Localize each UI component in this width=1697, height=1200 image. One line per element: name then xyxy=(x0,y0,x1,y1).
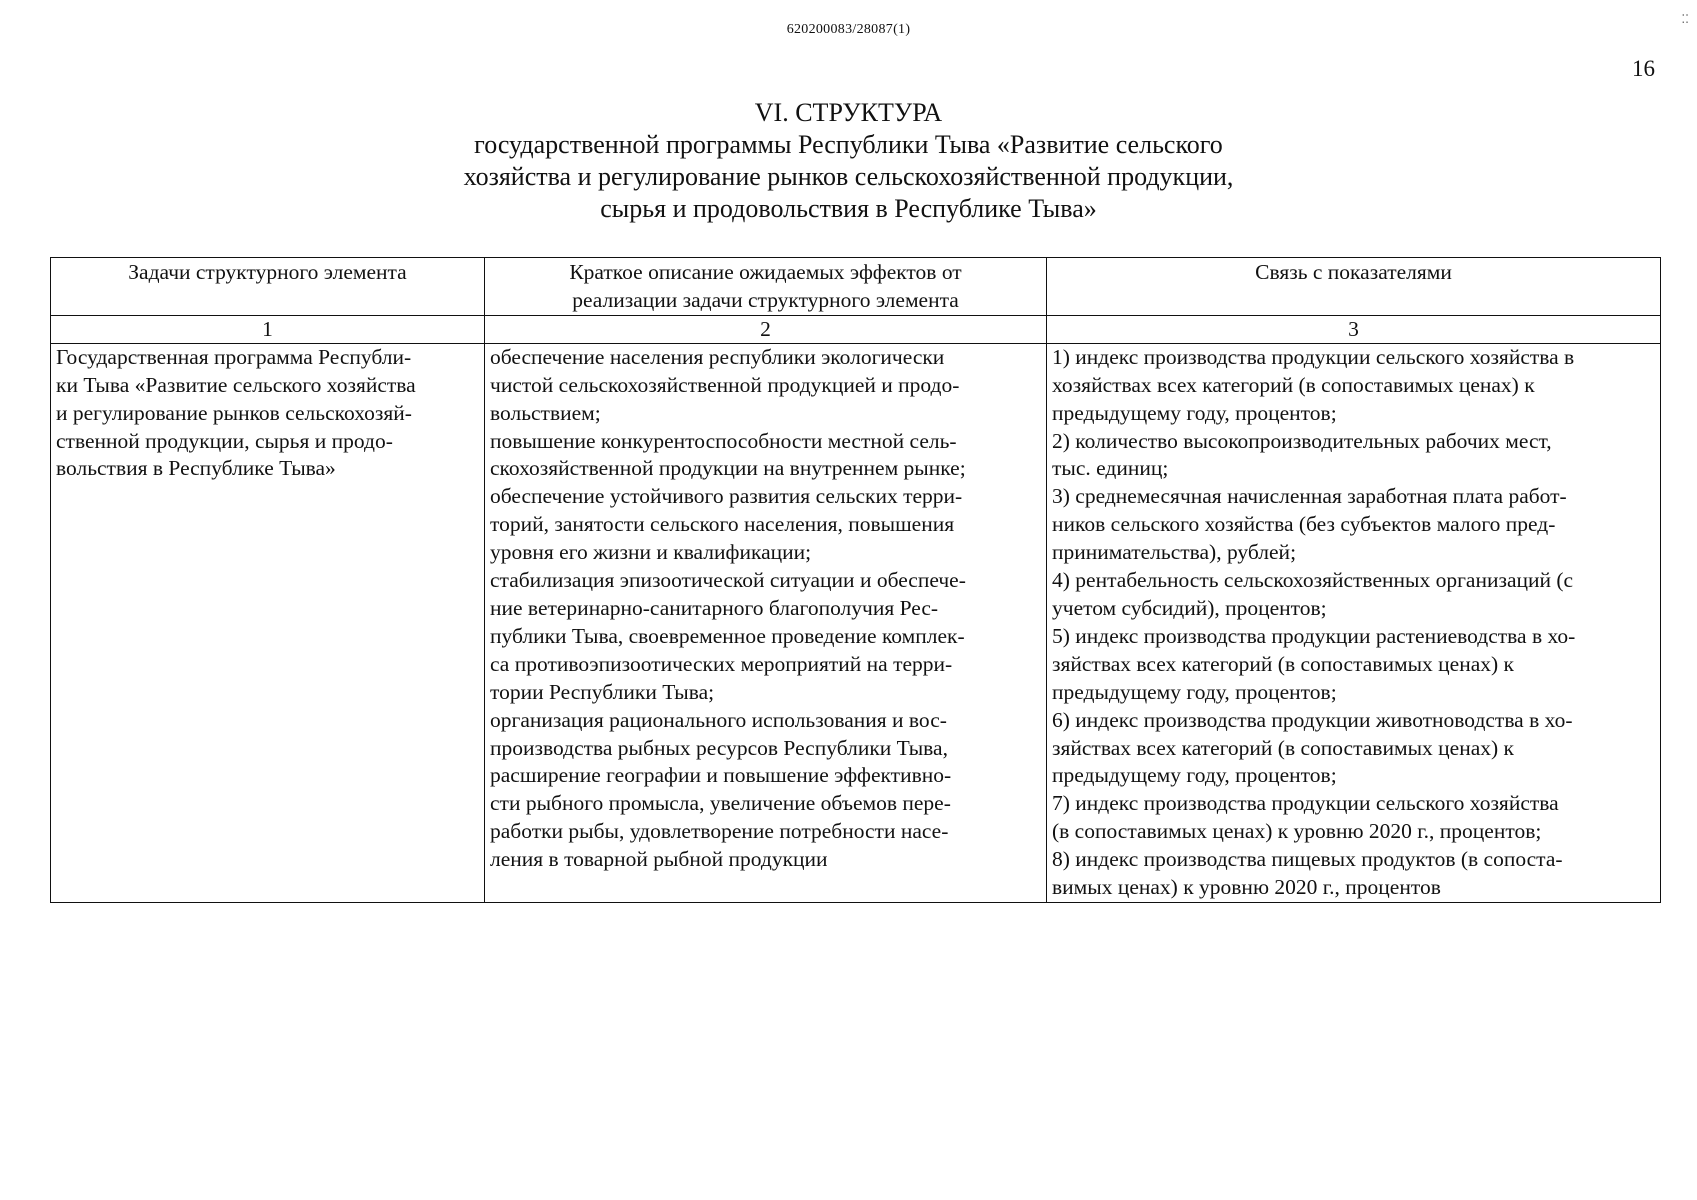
cell-line: Государственная программа Республи- xyxy=(56,344,412,369)
column-number-row xyxy=(51,315,1661,343)
column-number: 2 xyxy=(485,315,1047,343)
cell-line: 6) индекс производства продукции животноводства в хо- xyxy=(1052,707,1573,732)
cell-line: обеспечение устойчивого развития сельских терри- xyxy=(490,484,963,509)
cell-line: зяйствах всех категорий (в сопоставимых ценах) к xyxy=(1052,735,1514,760)
cell-line: ки Тыва «Развитие сельского хозяйства xyxy=(56,372,416,397)
cell-line: принимательства), рублей; xyxy=(1052,540,1297,565)
cell-line: (в сопоставимых ценах) к уровню 2020 г., процентов; xyxy=(1052,819,1542,844)
header-indicators xyxy=(1047,258,1661,316)
header-line: Краткое описание ожидаемых эффектов от xyxy=(569,260,962,284)
header-effects xyxy=(485,258,1047,316)
cell-line: 7) индекс производства продукции сельского хозяйства xyxy=(1052,791,1559,816)
cell-line: вольствия в Республике Тыва» xyxy=(56,456,336,481)
cell-line: зяйствах всех категорий (в сопоставимых ценах) к xyxy=(1052,651,1514,676)
cell-line: публики Тыва, своевременное проведение комплек- xyxy=(490,623,965,648)
cell-line: ние ветеринарно-санитарного благополучия Рес- xyxy=(490,595,939,620)
cell-line: 8) индекс производства пищевых продуктов (в сопоста- xyxy=(1052,847,1563,872)
cell-line: са противоэпизоотических мероприятий на терри- xyxy=(490,651,953,676)
title-line: сырья и продовольствия в Республике Тыва» xyxy=(600,194,1097,223)
cell-line: хозяйствах всех категорий (в сопоставимых ценах) к xyxy=(1052,372,1535,397)
cell-line: обеспечение населения республики экологически xyxy=(490,344,945,369)
cell-line: расширение географии и повышение эффективно- xyxy=(490,763,952,788)
cell-line: тыс. единиц; xyxy=(1052,456,1169,481)
title-line: хозяйства и регулирование рынков сельскохозяйственной продукции, xyxy=(463,162,1234,191)
cell-line: организация рационального использования и вос- xyxy=(490,707,947,732)
title-line: государственной программы Республики Тыва «Развитие сельского xyxy=(474,130,1223,159)
cell-line: 3) среднемесячная начисленная заработная плата работ- xyxy=(1052,484,1567,509)
cell-line: уровня его жизни и квалификации; xyxy=(490,540,812,565)
cell-line: повышение конкурентоспособности местной сель- xyxy=(490,428,957,453)
document-id: 620200083/28087(1) xyxy=(786,22,911,37)
structure-table xyxy=(50,257,1661,903)
cell-effects xyxy=(485,343,1047,902)
cell-line: предыдущему году, процентов; xyxy=(1052,679,1337,704)
cell-line: предыдущему году, процентов; xyxy=(1052,763,1337,788)
cell-line: торий, занятости сельского населения, повышения xyxy=(490,512,955,537)
title-line: VI. СТРУКТУРА xyxy=(754,98,943,127)
cell-line: чистой сельскохозяйственной продукцией и продо- xyxy=(490,372,960,397)
column-number: 3 xyxy=(1047,315,1661,343)
table-header-row xyxy=(51,258,1661,316)
cell-line: вольствием; xyxy=(490,400,601,425)
cell-line: стабилизация эпизоотической ситуации и обеспече- xyxy=(490,568,966,593)
cell-indicators xyxy=(1047,343,1661,902)
cell-line: 2) количество высокопроизводительных рабочих мест, xyxy=(1052,428,1552,453)
cell-line: и регулирование рынков сельскохозяй- xyxy=(56,400,412,425)
section-title xyxy=(0,97,1697,225)
cell-line: производства рыбных ресурсов Республики Тыва, xyxy=(490,735,948,760)
cell-line: ственной продукции, сырья и продо- xyxy=(56,428,393,453)
cell-line: ников сельского хозяйства (без субъектов малого пред- xyxy=(1052,512,1556,537)
cell-line: ления в товарной рыбной продукции xyxy=(490,847,828,872)
page-number: 16 xyxy=(1632,56,1655,81)
scan-corner-mark: ⁚⁚ xyxy=(1681,12,1689,26)
header-tasks xyxy=(51,258,485,316)
cell-line: 4) рентабельность сельскохозяйственных организаций (с xyxy=(1052,568,1574,593)
cell-line: тории Республики Тыва; xyxy=(490,679,715,704)
cell-line: работки рыбы, удовлетворение потребности насе- xyxy=(490,819,949,844)
column-number: 1 xyxy=(51,315,485,343)
header-line: Задачи структурного элемента xyxy=(128,260,407,284)
cell-line: учетом субсидий), процентов; xyxy=(1052,595,1327,620)
cell-line: сти рыбного промысла, увеличение объемов пере- xyxy=(490,791,951,816)
cell-tasks xyxy=(51,343,485,902)
header-line: реализации задачи структурного элемента xyxy=(572,287,959,312)
cell-line: 5) индекс производства продукции растениеводства в хо- xyxy=(1052,623,1576,648)
cell-line: предыдущему году, процентов; xyxy=(1052,400,1337,425)
table-row xyxy=(51,343,1661,902)
cell-line: 1) индекс производства продукции сельского хозяйства в xyxy=(1052,344,1575,369)
cell-line: скохозяйственной продукции на внутреннем рынке; xyxy=(490,456,966,481)
header-line: Связь с показателями xyxy=(1255,260,1452,284)
cell-line: вимых ценах) к уровню 2020 г., процентов xyxy=(1052,875,1441,900)
